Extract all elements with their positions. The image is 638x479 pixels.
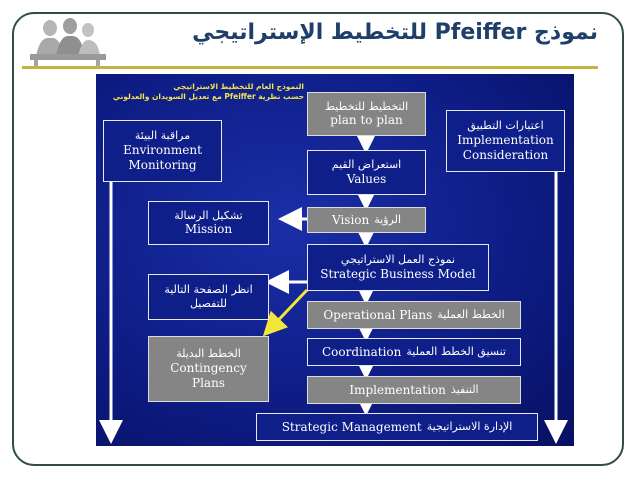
implementation-en: Implementation xyxy=(349,382,446,397)
slide-title: نموذج Pfeiffer للتخطيط الإستراتيجي xyxy=(192,20,598,45)
contingency-en1: Contingency xyxy=(170,360,247,375)
people-meeting-logo xyxy=(26,16,108,68)
operational-ar: الخطط العملية xyxy=(437,308,505,322)
values-ar: استعراض القيم xyxy=(331,158,402,172)
strategic-management-en: Strategic Management xyxy=(281,419,422,434)
box-strategic-business-model xyxy=(307,244,489,291)
environment-en2: Monitoring xyxy=(128,157,197,172)
environment-ar: مراقبة البيئة xyxy=(134,129,191,143)
see-next-ar2: للتفصيل xyxy=(189,297,228,310)
arrow-model-to-contingency xyxy=(267,290,307,332)
box-implementation xyxy=(307,376,521,404)
operational-en: Operational Plans xyxy=(323,307,433,322)
implementation-ar: التنفيذ xyxy=(450,383,479,397)
implementation-consideration-en2: Consideration xyxy=(462,147,549,162)
strategic-management-row xyxy=(282,420,513,435)
contingency-en2: Plans xyxy=(192,375,225,390)
environment-en1: Environment xyxy=(123,142,202,157)
box-plan-to-plan xyxy=(307,92,426,136)
box-see-next-page xyxy=(148,274,269,320)
box-implementation-consideration xyxy=(446,110,565,172)
box-environment-monitoring xyxy=(103,120,222,182)
see-next-ar1: انظر الصفحة التالية xyxy=(164,283,253,297)
box-coordination xyxy=(307,338,521,366)
implementation-consideration-en1: Implementation xyxy=(457,132,554,147)
vision-en: Vision xyxy=(332,212,370,227)
vision-ar: الرؤية xyxy=(374,213,401,227)
mission-ar: تشكيل الرسالة xyxy=(174,208,243,222)
diagram-header-line1: النموذج العام للتخطيط الاستراتيجي xyxy=(173,82,304,91)
pfeiffer-diagram xyxy=(96,74,574,446)
box-operational-plans xyxy=(307,301,521,329)
title-underline xyxy=(22,66,598,69)
values-en: Values xyxy=(346,171,387,186)
box-strategic-management xyxy=(256,413,538,441)
contingency-ar: الخطط البديلة xyxy=(176,347,241,361)
mission-en: Mission xyxy=(184,222,233,237)
vision-row xyxy=(332,213,401,228)
box-vision xyxy=(307,207,426,233)
operational-row xyxy=(323,308,504,323)
plan-to-plan-ar: التخطيط للتخطيط xyxy=(324,99,409,113)
box-values xyxy=(307,150,426,195)
implementation-consideration-ar: اعتبارات التطبيق xyxy=(467,119,544,133)
implementation-row xyxy=(349,383,478,398)
box-mission xyxy=(148,201,269,245)
business-model-ar: نموذج العمل الاستراتيجي xyxy=(340,253,456,267)
coordination-ar: تنسيق الخطط العملية xyxy=(406,345,506,359)
box-contingency-plans xyxy=(148,336,269,402)
coordination-en: Coordination xyxy=(322,344,402,359)
coordination-row xyxy=(322,345,506,360)
strategic-management-ar: الإدارة الاستراتيجية xyxy=(426,420,513,434)
business-model-en: Strategic Business Model xyxy=(320,266,476,281)
diagram-header-line2: حسب نظرية Pfeiffer مع تعديل السويدان والعدلوني xyxy=(112,92,304,101)
plan-to-plan-en: plan to plan xyxy=(330,113,403,128)
